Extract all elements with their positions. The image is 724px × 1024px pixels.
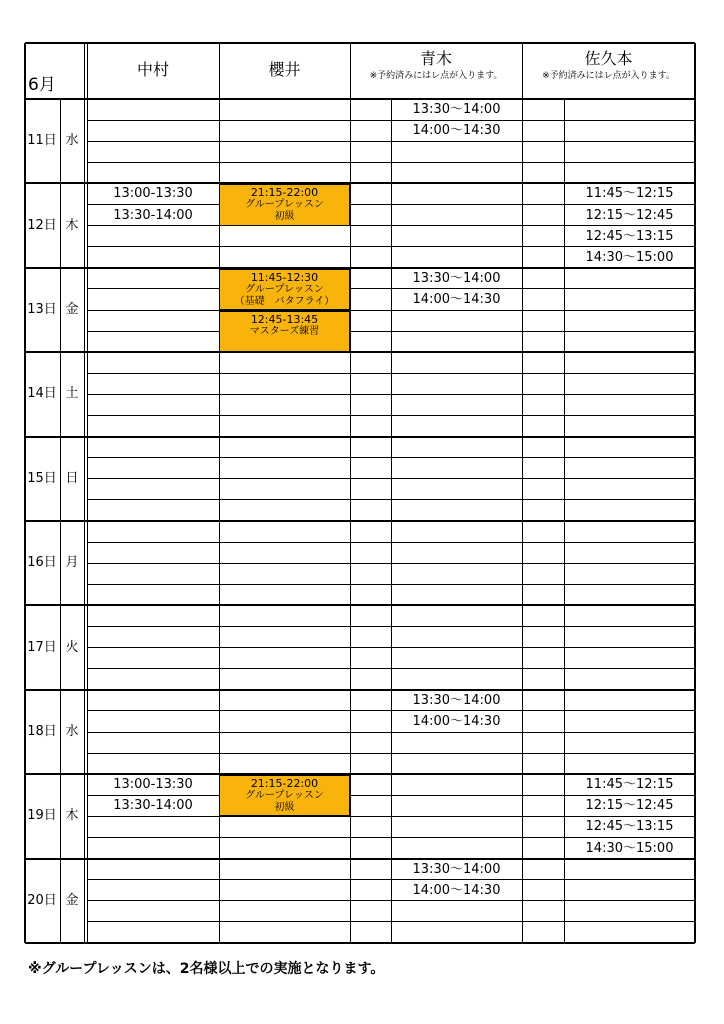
day-weekday: 火: [65, 639, 79, 655]
row-line: [87, 732, 695, 733]
row-line: [87, 246, 695, 247]
lesson-line: （基礎 バタフライ）: [234, 295, 335, 307]
time-slot[interactable]: 12:45～13:15: [585, 819, 674, 835]
lesson-line: 21:15-22:00: [250, 777, 319, 791]
check-cell[interactable]: [522, 816, 563, 837]
group-lesson-block[interactable]: [219, 184, 350, 225]
day-divider: [25, 182, 695, 184]
row-line: [87, 310, 695, 311]
check-cell[interactable]: [350, 268, 391, 289]
table-border-left: [24, 43, 26, 943]
time-slot[interactable]: 13:00-13:30: [113, 777, 193, 793]
header-double-line: [84, 43, 85, 99]
check-cell[interactable]: [522, 838, 563, 859]
lesson-line: 初級: [274, 802, 295, 814]
row-line: [87, 373, 695, 374]
lesson-line: マスターズ練習: [249, 326, 320, 337]
row-line: [87, 879, 695, 880]
lesson-line: 12:45-13:45: [250, 313, 319, 326]
check-cell[interactable]: [522, 226, 563, 247]
day-date: 13日: [27, 302, 57, 317]
lesson-text: [220, 776, 349, 814]
time-slot[interactable]: 12:15～12:45: [585, 207, 674, 223]
lesson-line: 21:15-22:00: [250, 186, 319, 200]
day-date: 15日: [27, 470, 57, 486]
time-slot[interactable]: 14:00～14:30: [412, 882, 501, 898]
day-divider: [25, 436, 695, 438]
row-line: [87, 478, 695, 479]
day-date: 11日: [27, 133, 57, 149]
check-cell[interactable]: [350, 690, 391, 711]
time-slot[interactable]: 14:00～14:30: [412, 713, 501, 729]
row-line: [87, 120, 695, 121]
time-slot[interactable]: 14:00～14:30: [412, 123, 501, 139]
time-slot[interactable]: 14:30～15:00: [585, 840, 674, 856]
table-border-top: [25, 42, 695, 44]
column-header-sakurai: 櫻井: [268, 60, 301, 79]
lesson-text: [220, 270, 349, 308]
row-line: [87, 141, 695, 142]
lesson-line: グループレッスン: [245, 199, 324, 211]
row-line: [87, 626, 695, 627]
column-header-sakumoto: 佐久本: [584, 49, 633, 68]
check-cell[interactable]: [350, 99, 391, 120]
time-slot[interactable]: 11:45～12:15: [585, 186, 674, 202]
day-weekday: 木: [65, 217, 79, 233]
day-weekday: 水: [65, 133, 79, 149]
day-weekday: 日: [65, 470, 79, 486]
row-line: [87, 816, 695, 817]
row-line: [87, 837, 695, 838]
row-line: [87, 795, 695, 796]
time-slot[interactable]: 13:30～14:00: [412, 102, 501, 117]
row-line: [87, 563, 695, 564]
row-line: [87, 288, 695, 289]
day-date: 20日: [27, 892, 57, 908]
check-cell[interactable]: [350, 711, 391, 732]
row-line: [87, 921, 695, 922]
day-divider: [25, 520, 695, 522]
group-lesson-block[interactable]: [219, 269, 350, 310]
group-lesson-block[interactable]: [219, 775, 350, 816]
row-line: [87, 415, 695, 416]
reservation-note: ※予約済みにはレ点が入ります。: [369, 71, 503, 81]
time-slot[interactable]: 13:30-14:00: [113, 207, 193, 223]
row-line: [87, 668, 695, 669]
lesson-line: 初級: [274, 211, 295, 223]
time-slot[interactable]: 11:45～12:15: [585, 777, 674, 793]
reservation-note: ※予約済みにはレ点が入ります。: [542, 71, 675, 81]
footnote: ※グループレッスンは、2名様以上での実施となります。: [28, 961, 385, 977]
column-header-aoki: 青木: [419, 49, 452, 68]
day-date: 18日: [27, 724, 57, 739]
day-divider: [25, 604, 695, 606]
row-line: [87, 900, 695, 901]
row-line: [87, 542, 695, 543]
check-cell[interactable]: [350, 880, 391, 901]
check-cell[interactable]: [522, 774, 563, 795]
day-divider: [25, 773, 695, 775]
day-date: 19日: [27, 808, 57, 824]
day-weekday: 木: [65, 808, 79, 824]
lesson-line: グループレッスン: [245, 283, 324, 295]
month-label: 6月: [28, 75, 56, 95]
check-cell[interactable]: [350, 289, 391, 310]
day-weekday: 金: [65, 302, 79, 317]
time-slot[interactable]: 12:15～12:45: [585, 798, 674, 814]
row-line: [87, 225, 695, 226]
time-slot[interactable]: 13:30～14:00: [412, 270, 501, 286]
row-line: [87, 753, 695, 754]
table-border-bottom: [25, 942, 695, 944]
check-cell[interactable]: [522, 183, 563, 204]
lesson-text: [220, 312, 349, 338]
column-header-nakamura: 中村: [136, 60, 169, 79]
time-slot[interactable]: 14:00～14:30: [412, 291, 501, 307]
day-weekday: 水: [65, 724, 79, 739]
row-line: [87, 584, 695, 585]
check-cell[interactable]: [522, 247, 563, 268]
day-divider: [25, 351, 695, 353]
row-line: [87, 499, 695, 500]
row-line: [87, 394, 695, 395]
day-date: 12日: [27, 217, 57, 233]
group-lesson-block[interactable]: [219, 311, 350, 352]
row-line: [87, 204, 695, 205]
time-slot[interactable]: 14:30～15:00: [585, 249, 674, 265]
lesson-line: 11:45-12:30: [250, 270, 319, 284]
time-slot[interactable]: 13:00-13:30: [113, 186, 193, 202]
lesson-text: [220, 185, 349, 223]
lesson-line: グループレッスン: [245, 790, 324, 802]
check-cell[interactable]: [350, 120, 391, 141]
row-line: [87, 457, 695, 458]
day-weekday: 金: [65, 892, 79, 908]
time-slot[interactable]: 13:30-14:00: [113, 798, 193, 814]
row-line: [87, 647, 695, 648]
check-cell[interactable]: [522, 795, 563, 816]
day-weekday: 月: [65, 555, 79, 571]
check-cell[interactable]: [522, 205, 563, 226]
row-line: [87, 710, 695, 711]
time-slot[interactable]: 13:30～14:00: [412, 861, 501, 877]
day-date: 17日: [27, 639, 57, 655]
day-weekday: 土: [65, 386, 79, 402]
row-line: [87, 162, 695, 163]
day-date: 16日: [27, 555, 57, 571]
row-line: [87, 331, 695, 332]
check-cell[interactable]: [350, 859, 391, 880]
day-date: 14日: [27, 386, 57, 402]
time-slot[interactable]: 12:45～13:15: [585, 228, 674, 244]
time-slot[interactable]: 13:30～14:00: [412, 692, 501, 708]
